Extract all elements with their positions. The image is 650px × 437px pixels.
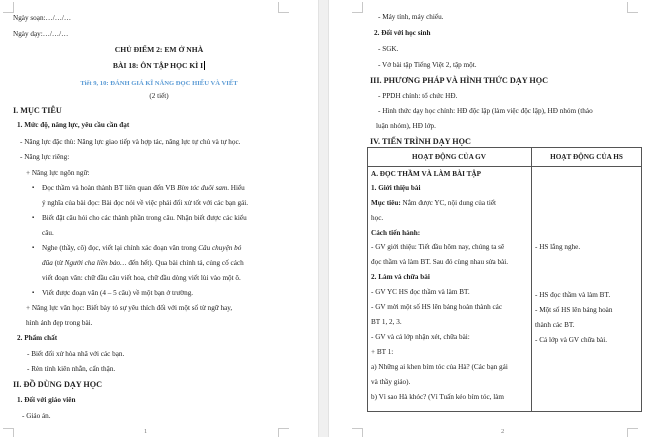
lesson-title[interactable]: BÀI 18: ÔN TẬP HỌC KÌ I: [112, 61, 204, 70]
text-line: và thầy giáo).: [371, 378, 411, 386]
text-line: - Giáo án.: [22, 412, 51, 420]
subsection-2-1-heading: 1. Đối với giáo viên: [17, 396, 76, 404]
table-intro-heading: 1. Giới thiệu bài: [371, 184, 421, 192]
text-line: - GV mời một số HS lên bảng hoàn thành các: [371, 303, 503, 311]
page-number: 2: [501, 428, 505, 435]
text-line: - Một số HS lên bảng hoàn: [535, 306, 613, 314]
text-line: đọc thầm và làm BT. Sau đó cùng nhau sửa bài.: [371, 258, 509, 266]
table-header-gv: HOẠT ĐỘNG CỦA GV: [412, 153, 486, 161]
subsection-1-2-heading: 2. Phẩm chất: [17, 334, 58, 342]
table-goal: Mục tiêu: Nắm được YC, nội dung của tiết: [371, 199, 497, 207]
period-count: (2 tiết): [149, 92, 169, 100]
margin-corner-mark: [627, 2, 638, 13]
text-line: - SGK.: [378, 45, 399, 53]
margin-corner-mark: [278, 2, 289, 13]
text-line: viết đoạn văn: chữ đầu câu viết hoa, chữ đầu dòng viết lùi vào một ô.: [42, 274, 241, 282]
date-taught: Ngày dạy:…/…/…: [13, 30, 69, 38]
theme-title: CHỦ ĐIỂM 2: EM Ở NHÀ: [114, 45, 204, 54]
table-part-a: A. ĐỌC THẦM VÀ LÀM BÀI TẬP: [371, 170, 482, 178]
text-line: - Vở bài tập Tiếng Việt 2, tập một.: [378, 61, 477, 69]
period-subtitle: Tiết 9, 10: ĐÁNH GIÁ KĨ NĂNG ĐỌC HIỂU VÀ VIẾT: [80, 80, 238, 87]
text-line: - HS lắng nghe.: [535, 243, 581, 251]
text-line: hình ảnh đẹp trong bài.: [26, 319, 93, 327]
table-part-2-heading: 2. Làm và chữa bài: [371, 273, 430, 281]
text-line: - Máy tính, máy chiếu.: [378, 13, 444, 21]
text-line: ý nghĩa của bài đọc: Bài đọc nói về việc phải đối xử tốt với các bạn gái.: [42, 199, 249, 207]
text-line: - GV và cả lớp nhận xét, chữa bài:: [371, 333, 470, 341]
text-line: - Biết đối xử hòa nhã với các bạn.: [27, 350, 125, 358]
margin-corner-mark: [352, 428, 363, 437]
margin-corner-mark: [278, 428, 289, 437]
text-line: - PPDH chính: tổ chức HĐ.: [378, 92, 458, 100]
text-line: thành các BT.: [535, 321, 575, 329]
section-3-heading: III. PHƯƠNG PHÁP VÀ HÌNH THỨC DẠY HỌC: [370, 76, 549, 85]
text-cursor: [204, 61, 205, 70]
text-line: - Năng lực riêng:: [20, 153, 70, 161]
margin-corner-mark: [3, 428, 14, 437]
bullet-item: ▪ Viết được đoạn văn (4 – 5 câu) về một bạn ở trường.: [42, 289, 193, 298]
text-line: BT 1, 2, 3.: [371, 318, 402, 326]
text-line: + Năng lực ngôn ngữ:: [26, 169, 90, 177]
text-line: luận nhóm), HĐ lớp.: [376, 122, 436, 130]
table-header-divider: [367, 166, 642, 167]
document-page-2: [329, 0, 650, 437]
margin-corner-mark: [627, 428, 638, 437]
text-line: b) Vì sao Hà khóc? (Vì Tuấn kéo bím tóc, làm: [371, 393, 505, 401]
text-line: - Năng lực đặc thù: Năng lực giao tiếp và hợp tác, năng lực tự chủ và tự học.: [20, 138, 241, 146]
text-line: + Năng lực văn học: Biết bày tỏ sự yêu thích đối với một số từ ngữ hay,: [26, 304, 233, 312]
document-page-1: [0, 0, 318, 437]
text-line: đũa (từ Người cha liền bảo… đến hết). Qua bài chính tả, củng cố cách: [42, 259, 244, 267]
table-method-heading: Cách tiến hành:: [371, 229, 421, 237]
table-header-hs: HOẠT ĐỘNG CỦA HS: [550, 153, 623, 161]
bullet-item: ▪ Nghe (thầy, cô) đọc, viết lại chính xác đoạn văn trong Câu chuyện bó: [42, 244, 241, 253]
section-1-heading: I. MỤC TIÊU: [13, 106, 62, 115]
text-line: - Hình thức dạy học chính: HĐ độc lập (làm việc độc lập), HĐ nhóm (thảo: [378, 107, 593, 115]
text-line: - HS đọc thầm và làm BT.: [535, 291, 611, 299]
margin-corner-mark: [352, 2, 363, 13]
text-line: + BT 1:: [371, 348, 394, 356]
subsection-2-2-heading: 2. Đối với học sinh: [374, 29, 431, 37]
bullet-item: ▪ Đọc thầm và hoàn thành BT liên quan đến VB Bím tóc đuôi sam. Hiểu: [42, 184, 245, 193]
section-4-heading: IV. TIẾN TRÌNH DẠY HỌC: [370, 137, 471, 146]
text-line: câu.: [42, 229, 54, 237]
text-line: học.: [371, 214, 384, 222]
section-2-heading: II. ĐỒ DÙNG DẠY HỌC: [13, 380, 103, 389]
page-gap: [318, 0, 329, 437]
bullet-item: ▪ Biết đặt câu hỏi cho các thành phần trong câu. Nhận biết được các kiểu: [42, 214, 247, 223]
page-number: 1: [144, 428, 148, 435]
margin-corner-mark: [3, 2, 14, 13]
text-line: - Rèn tính kiên nhẫn, cẩn thận.: [27, 365, 116, 373]
date-prepared: Ngày soạn:…/…/…: [13, 14, 72, 22]
text-line: - Cả lớp và GV chữa bài.: [535, 336, 608, 344]
text-line: - GV giới thiệu: Tiết đầu hôm nay, chúng ta sẽ: [371, 243, 505, 251]
table-column-divider: [531, 147, 532, 412]
subsection-1-1-heading: 1. Mức độ, năng lực, yêu cầu cần đạt: [17, 121, 130, 129]
text-line: a) Những ai khen bím tóc của Hà? (Các bạn gái: [371, 363, 508, 371]
text-line: - GV YC HS đọc thầm và làm BT.: [371, 288, 470, 296]
